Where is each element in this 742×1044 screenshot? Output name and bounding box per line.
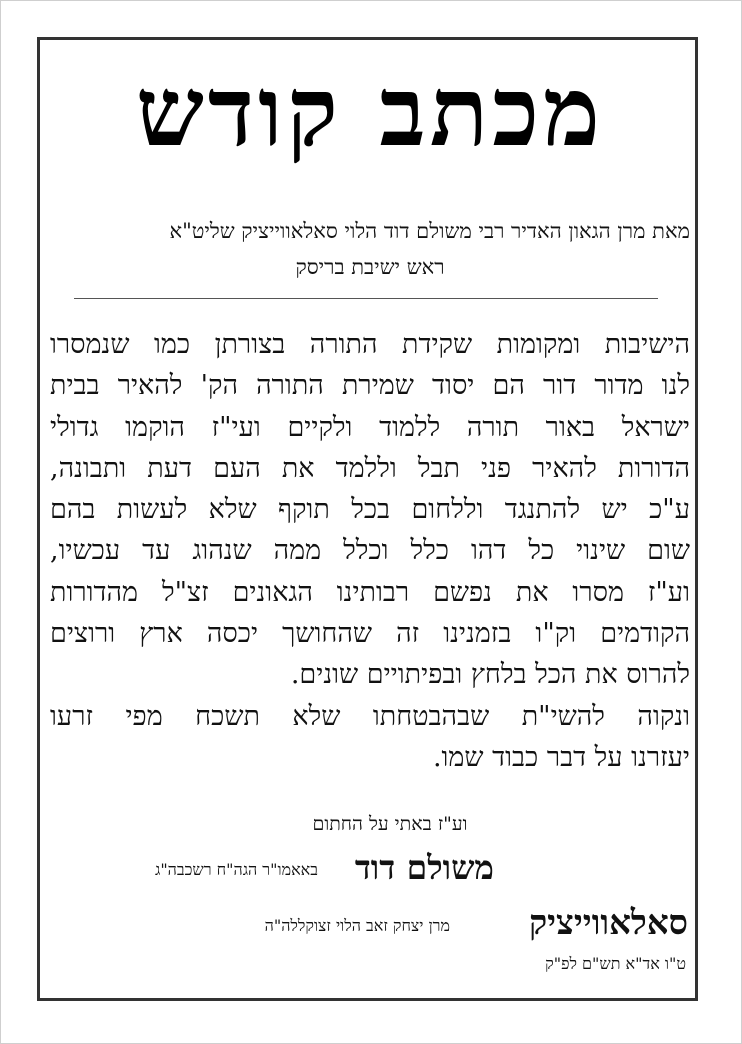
body-line: הקודמים וק"ו בזמנינו זה שהחושך יכסה ארץ ורוצים	[50, 618, 690, 650]
body-line: יעזרנו על דבר כבוד שמו.	[432, 741, 690, 773]
author-position: ראש ישיבת בריסק	[295, 255, 445, 279]
signature-lineage: באאמו"ר הגה"ח רשכבה"ג	[155, 860, 318, 879]
body-line: ונקוה להשי"ת שבהבטחתו שלא תשכח מפי זרעו	[50, 700, 690, 732]
document-date: ט"ו אד"א תש"ם לפ"ק	[545, 954, 686, 973]
body-line: ע"כ יש להתנגד וללחום בכל תוקף שלא לעשות בהם	[50, 494, 690, 526]
body-line: וע"ז מסרו את נפשם רבותינו הגאונים זצ"ל מהדורות	[50, 576, 690, 608]
body-line: הדורות להאיר פני תבל וללמד את העם דעת ותבונה,	[50, 452, 690, 484]
body-line: הישיבות ומקומות שקידת התורה בצורתן כמו שנמסרו	[50, 329, 690, 360]
body-line: לנו מדור דור הם יסוד שמירת התורה הק' להאיר בבית	[50, 370, 690, 402]
divider	[74, 298, 658, 299]
body-line: שום שינוי כל דהו כלל וכלל ממה שנהוג עד עכשיו,	[50, 535, 690, 567]
main-title: מכתב קודש	[135, 55, 605, 168]
author-line: מאת מרן הגאון האדיר רבי משולם דוד הלוי סאלאווייציק שליט"א	[169, 219, 690, 243]
body-line: ישראל באור תורה ללמוד ולקיים ועי"ז הוקמו גדולי	[50, 411, 690, 443]
signature-first-name: משולם דוד	[354, 848, 494, 887]
document-content	[50, 40, 690, 990]
signature-father-name: מרן יצחק זאב הלוי זצוקללה"ה	[264, 916, 450, 935]
signature-surname: סאלאווייציק	[528, 903, 688, 943]
letter-body	[50, 324, 690, 778]
body-line: להרוס את הכל בלחץ ובפיתויים שונים.	[290, 659, 690, 691]
closing-line: וע"ז באתי על החתום	[312, 813, 468, 835]
